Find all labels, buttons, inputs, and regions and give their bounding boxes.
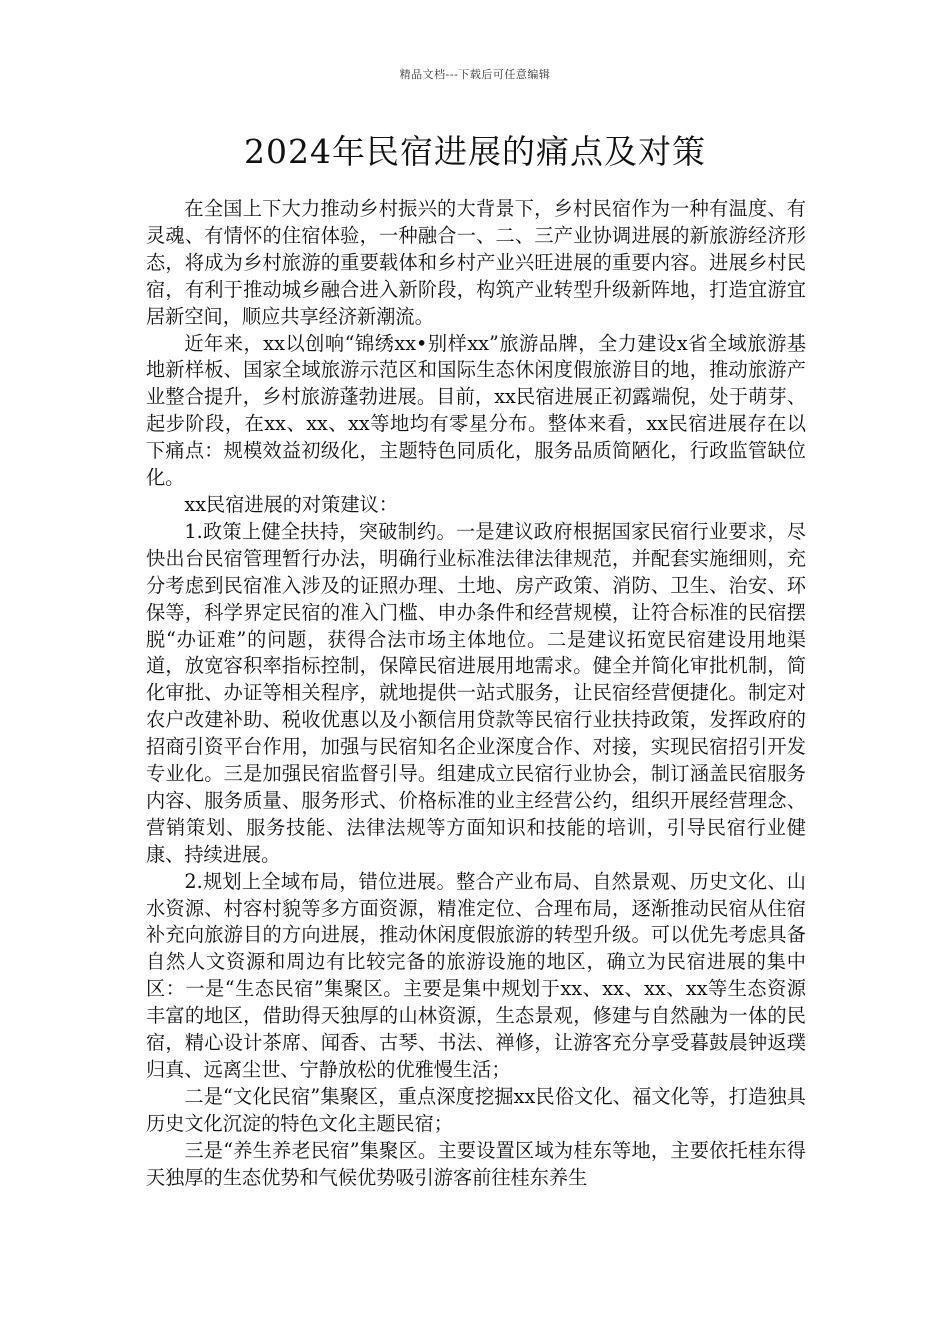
header-note: 精品文档---下载后可任意编辑 <box>399 68 551 81</box>
paragraph-culture-zone: 二是“文化民宿”集聚区，重点深度挖掘xx民俗文化、福文化等，打造独具历史文化沉淀的特色文化主题民宿； <box>146 1084 806 1135</box>
paragraph-wellness-zone: 三是“养生养老民宿”集聚区。主要设置区域为桂东等地，主要依托桂东得天独厚的生态优势和气候优势吸引游客前往桂东养生 <box>146 1138 806 1189</box>
paragraph-intro: 在全国上下大力推动乡村振兴的大背景下，乡村民宿作为一种有温度、有灵魂、有情怀的住宿体验，一种融合一、二、三产业协调进展的新旅游经济形态，将成为乡村旅游的重要载体和乡村产业兴旺进展的重要内容。进展乡村民宿，有利于推动城乡融合进入新阶段，构筑产业转型升级新阵地，打造宜游宜居新空间，顺应共享经济新潮流。 <box>146 197 806 328</box>
document-title: 2024年民宿进展的痛点及对策 <box>244 132 706 171</box>
document-body <box>146 196 806 1192</box>
paragraph-planning: 2.规划上全域布局，错位进展。整合产业布局、自然景观、历史文化、山水资源、村容村貌等多方面资源，精准定位、合理布局，逐渐推动民宿从住宿补充向旅游目的方向进展，推动休闲度假旅游的转型升级。可以优先考虑具备自然人文资源和周边有比较完备的旅游设施的地区，确立为民宿进展的集中区：一是“生态民宿”集聚区。主要是集中规划于xx、xx、xx、xx等生态资源丰富的地区，借助得天独厚的山林资源，生态景观，修建与自然融为一体的民宿，精心设计茶席、闻香、古琴、书法、禅修，让游客充分享受暮鼓晨钟返璞归真、远离尘世、宁静放松的优雅慢生活； <box>146 869 806 1081</box>
paragraph-background: 近年来，xx以创响“锦绣xx•别样xx”旅游品牌，全力建设x省全域旅游基地新样板、国家全域旅游示范区和国际生态休闲度假旅游目的地，推动旅游产业整合提升，乡村旅游蓬勃进展。目前，xx民宿进展正初露端倪，处于萌芽、起步阶段，在xx、xx、xx等地均有零星分布。整体来看，xx民宿进展存在以下痛点：规模效益初级化，主题特色同质化，服务品质简陋化，行政监管缺位化。 <box>146 331 806 490</box>
paragraph-policy: 1.政策上健全扶持，突破制约。一是建议政府根据国家民宿行业要求，尽快出台民宿管理暂行办法，明确行业标准法律法律规范，并配套实施细则，充分考虑到民宿准入涉及的证照办理、土地、房产政策、消防、卫生、治安、环保等，科学界定民宿的准入门槛、申办条件和经营规模，让符合标准的民宿摆脱“办证难”的问题，获得合法市场主体地位。二是建议拓宽民宿建设用地渠道，放宽容积率指标控制，保障民宿进展用地需求。健全并简化审批机制，简化审批、办证等相关程序，就地提供一站式服务，让民宿经营便捷化。制定对农户改建补助、税收优惠以及小额信用贷款等民宿行业扶持政策，发挥政府的招商引资平台作用，加强与民宿知名企业深度合作、对接，实现民宿招引开发专业化。三是加强民宿监督引导。组建成立民宿行业协会，制订涵盖民宿服务内容、服务质量、服务形式、价格标准的业主经营公约，组织开展经营理念、营销策划、服务技能、法律法规等方面知识和技能的培训，引导民宿行业健康、持续进展。 <box>146 519 806 866</box>
paragraph-suggestions-heading: xx民宿进展的对策建议： <box>184 492 398 516</box>
